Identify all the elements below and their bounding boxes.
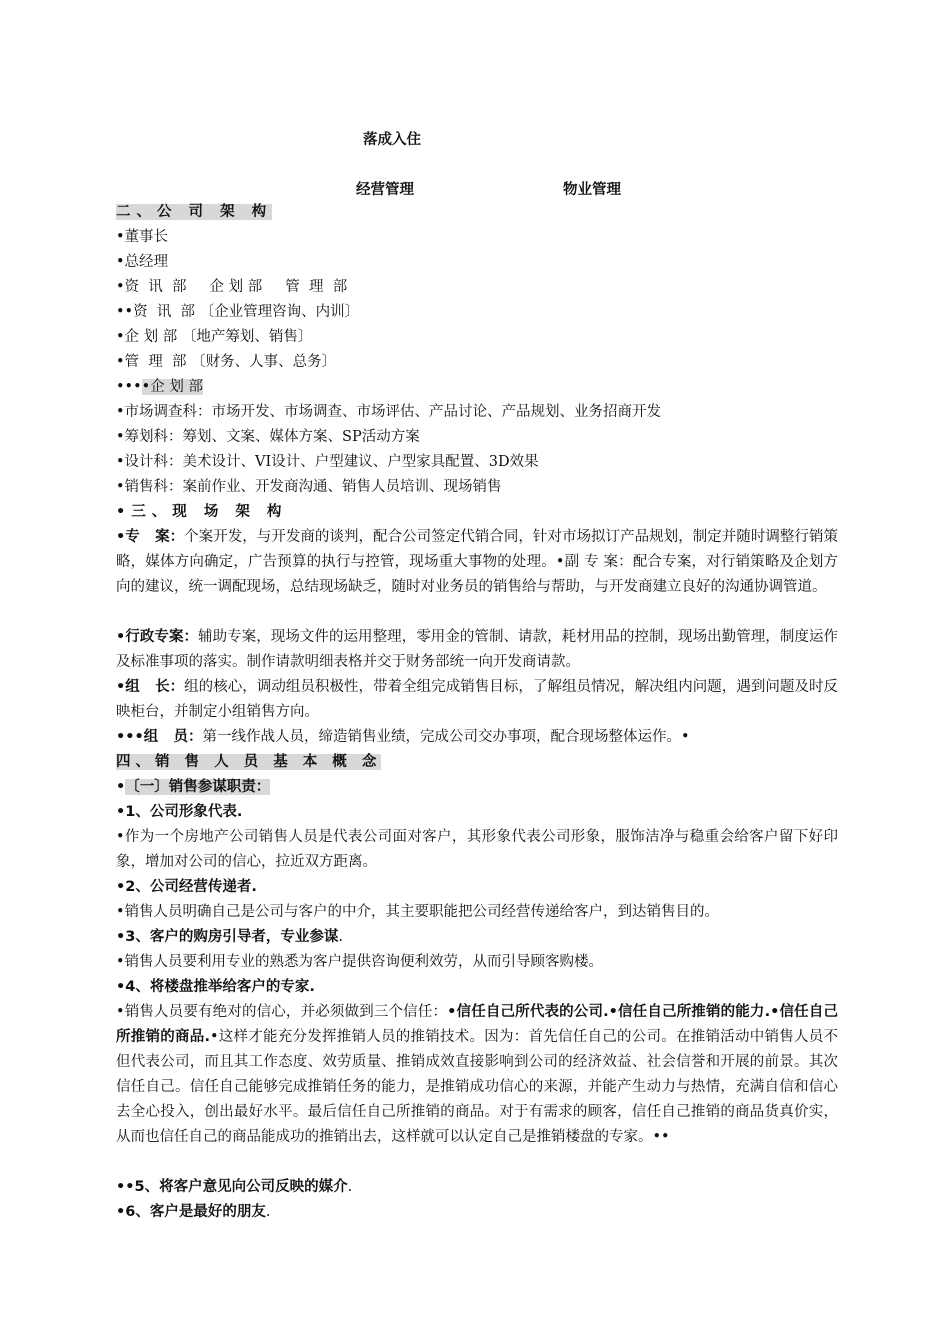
list-item: •设计科：美术设计、VI设计、户型建议、户型家具配置、3D效果 bbox=[116, 454, 539, 470]
column-header-operations: 经营管理 bbox=[356, 182, 414, 198]
list-item: ••资 讯 部 〔企业管理咨询、内训〕 bbox=[116, 304, 360, 320]
list-item: •企 划 部 〔地产筹划、销售〕 bbox=[116, 329, 313, 345]
duty-item-heading: •4、将楼盘推举给客户的专家. bbox=[116, 979, 315, 995]
duty-item-text: •销售人员要利用专业的熟悉为客户提供咨询便利效劳，从而引导顾客购楼。 bbox=[116, 954, 604, 970]
duty-item-heading-text: •6、客户是最好的朋友 bbox=[116, 1204, 266, 1220]
paragraph-project-manager bbox=[116, 525, 838, 600]
paragraph-label: •••组 员： bbox=[116, 729, 203, 745]
text-part-bold: •信任自己所代表的公司.•信任自己所推销的能力.•信任自己所推销的商品. bbox=[116, 1004, 838, 1045]
section-heading-text: •三、现 场 架 构 bbox=[116, 504, 288, 520]
list-item: •总经理 bbox=[116, 254, 169, 270]
paragraph-team-member bbox=[116, 725, 838, 750]
duty-item-heading: •1、公司形象代表. bbox=[116, 804, 243, 820]
paragraph-admin-manager bbox=[116, 625, 838, 675]
text-part: •销售人员要有绝对的信心，并必须做到三个信任： bbox=[116, 1004, 448, 1020]
paragraph-text: 组的核心，调动组员积极性，带着全组完成销售目标，了解组员情况，解决组内问题，遇到问题及时反映柜台，并制定小组销售方向。 bbox=[116, 679, 838, 720]
planning-dept-label: •企 划 部 bbox=[141, 379, 203, 395]
duty-item-heading-text: •3、客户的购房引导者，专业参谋 bbox=[116, 929, 339, 945]
list-item: •管 理 部 〔财务、人事、总务〕 bbox=[116, 354, 337, 370]
subsection-heading bbox=[116, 775, 270, 800]
column-header-property: 物业管理 bbox=[563, 182, 621, 198]
subsection-heading-text: 〔一〕销售参谋职责： bbox=[125, 779, 271, 795]
doc-title: 落成入住 bbox=[363, 132, 421, 148]
bullet-prefix: ••• bbox=[116, 379, 142, 395]
duty-item-heading bbox=[116, 1200, 270, 1225]
paragraph-team-leader bbox=[116, 675, 838, 725]
section-heading-company-structure bbox=[116, 200, 272, 225]
paragraph-text: 第一线作战人员，缔造销售业绩，完成公司交办事项，配合现场整体运作。• bbox=[202, 729, 690, 745]
section-heading-text: 四、销 售 人 员 基 本 概 念 bbox=[116, 754, 382, 770]
duty-item-text: •销售人员明确自己是公司与客户的中介，其主要职能把公司经营传递给客户，到达销售目的。 bbox=[116, 904, 720, 920]
list-item: •筹划科：筹划、文案、媒体方案、SP活动方案 bbox=[116, 429, 420, 445]
planning-dept-heading bbox=[116, 375, 203, 400]
duty-item-text: •作为一个房地产公司销售人员是代表公司面对客户，其形象代表公司形象，服饰洁净与稳重会给客户留下好印象，增加对公司的信心，拉近双方距离。 bbox=[116, 829, 838, 870]
list-item: •董事长 bbox=[116, 229, 169, 245]
duty-item-text bbox=[116, 1000, 838, 1150]
duty-item-heading: •2、公司经营传递者. bbox=[116, 879, 257, 895]
punctuation: . bbox=[265, 1204, 271, 1220]
paragraph-label: •专 案： bbox=[116, 529, 185, 545]
list-item: •销售科：案前作业、开发商沟通、销售人员培训、现场销售 bbox=[116, 479, 502, 495]
duty-item-heading bbox=[116, 1175, 352, 1200]
punctuation: . bbox=[347, 1179, 353, 1195]
paragraph-text: 辅助专案，现场文件的运用整理，零用金的管制、请款，耗材用品的控制，现场出勤管理，制度运作及标准事项的落实。制作请款明细表格并交于财务部统一向开发商请款。 bbox=[116, 629, 838, 670]
text-part: •这样才能充分发挥推销人员的推销技术。因为：首先信任自己的公司。在推销活动中销售人员不但代表公司，而且其工作态度、效劳质量、推销成效直接影响到公司的经济效益、社会信誉和开展的前景。其次信任自己。信任自己能够完成推销任务的能力，是推销成功信心的来源，并能产生动力与热情，充满自信和信心去全心投入，创出最好水平。最后信任自己所推销的商品。对于有需求的顾客，信任自己推销的商品货真价实，从而也信任自己的商品能成功的推销出去，这样就可以认定自己是推销楼盘的专家。•• bbox=[116, 1029, 838, 1145]
list-item: •市场调查科：市场开发、市场调查、市场评估、产品讨论、产品规划、业务招商开发 bbox=[116, 404, 662, 420]
paragraph-label: •行政专案： bbox=[116, 629, 199, 645]
duty-item-heading-text: ••5、将客户意见向公司反映的媒介 bbox=[116, 1179, 348, 1195]
punctuation: . bbox=[338, 929, 343, 945]
list-item: •资 讯 部 企 划 部 管 理 部 bbox=[116, 279, 348, 295]
section-heading-site-structure bbox=[116, 500, 287, 525]
section-heading-text: 二、公 司 架 构 bbox=[116, 204, 273, 220]
section-heading-sales-basics bbox=[116, 750, 381, 775]
paragraph-label: •组 长： bbox=[116, 679, 185, 695]
bullet-prefix: • bbox=[116, 779, 126, 795]
duty-item-heading bbox=[116, 925, 343, 950]
paragraph-text: 个案开发，与开发商的谈判，配合公司签定代销合同，针对市场拟订产品规划，制定并随时调整行销策略，媒体方向确定，广告预算的执行与控管，现场重大事物的处理。•副 专 案：配合专案，对行销策略及企划方向的建议，统一调配现场，总结现场缺乏，随时对业务员的销售给与帮助，与开发商建立良好的沟通协调管道。 bbox=[116, 529, 838, 595]
